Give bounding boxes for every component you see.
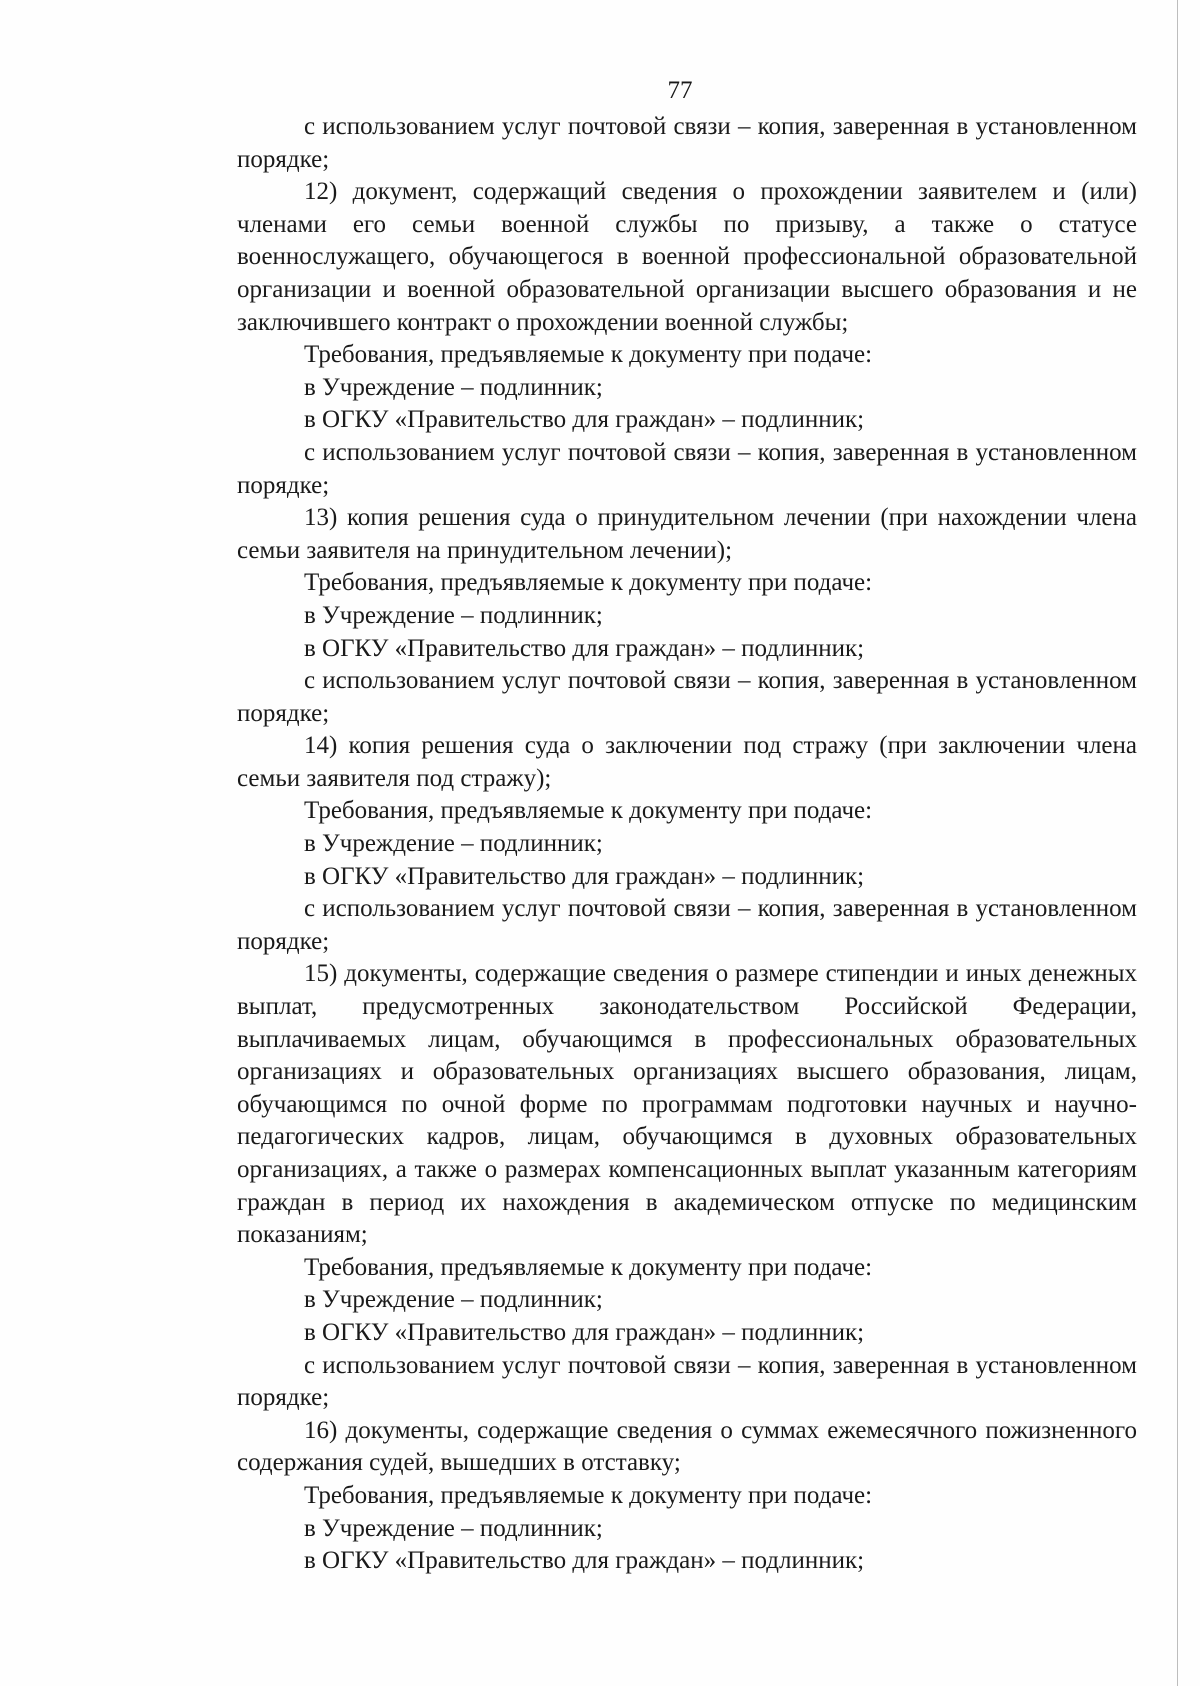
paragraph: 12) документ, содержащий сведения о прохождении заявителем и (или) членами его семьи военной службы по призыву, а также о статусе военнослужащего, обучающегося в военной профессиональной образовательной организации и военной образовательной организации высшего образования и не заключившего контракт о прохождении военной службы; [237, 178, 1137, 336]
paragraph: Требования, предъявляемые к документу при подаче: [304, 797, 873, 825]
paragraph: в ОГКУ «Правительство для граждан» – подлинник; [304, 1318, 865, 1346]
paragraph: Требования, предъявляемые к документу при подаче: [304, 569, 873, 597]
paragraph: Требования, предъявляемые к документу при подаче: [304, 1481, 873, 1509]
paragraph: 16) документы, содержащие сведения о суммах ежемесячного пожизненного содержания судей, вышедших в отставку; [237, 1416, 1137, 1477]
paragraph: 15) документы, содержащие сведения о размере стипендии и иных денежных выплат, предусмотренных законодательством Российской Федерации, выплачиваемых лицам, обучающимся в профессиональных образовательных организациях и образовательных организациях высшего образования, лицам, обучающимся по очной форме по программам подготовки научных и научно-педагогических кадров, лицам, обучающимся в духовных образовательных организациях, а также о размерах компенсационных выплат указанным категориям граждан в период их нахождения в академическом отпуске по медицинским показаниям; [237, 960, 1137, 1249]
paragraph: в Учреждение – подлинник; [304, 1286, 603, 1314]
document-body [237, 111, 1137, 1578]
paragraph: в Учреждение – подлинник; [304, 373, 603, 401]
paragraph: с использованием услуг почтовой связи – копия, заверенная в установленном порядке; [237, 1351, 1137, 1412]
paragraph: Требования, предъявляемые к документу при подаче: [304, 341, 873, 369]
page-number: 77 [667, 77, 693, 104]
paragraph: 14) копия решения суда о заключении под стражу (при заключении члена семьи заявителя под стражу); [237, 732, 1137, 792]
paragraph: с использованием услуг почтовой связи – копия, заверенная в установленном порядке; [237, 895, 1137, 955]
page-edge-line [1177, 0, 1178, 1686]
paragraph: в Учреждение – подлинник; [304, 601, 603, 629]
paragraph: с использованием услуг почтовой связи – копия, заверенная в установленном порядке; [237, 667, 1137, 727]
paragraph: 13) копия решения суда о принудительном лечении (при нахождении члена семьи заявителя на принудительном лечении); [237, 504, 1137, 564]
paragraph: в ОГКУ «Правительство для граждан» – подлинник; [304, 862, 865, 890]
paragraph: с использованием услуг почтовой связи – копия, заверенная в установленном порядке; [237, 113, 1137, 173]
paragraph: в Учреждение – подлинник; [304, 1514, 603, 1542]
paragraph: с использованием услуг почтовой связи – копия, заверенная в установленном порядке; [237, 438, 1137, 499]
paragraph: в Учреждение – подлинник; [304, 830, 603, 858]
paragraph: в ОГКУ «Правительство для граждан» – подлинник; [304, 1547, 865, 1575]
paragraph: в ОГКУ «Правительство для граждан» – подлинник; [304, 634, 865, 662]
paragraph: в ОГКУ «Правительство для граждан» – подлинник; [304, 406, 865, 434]
paragraph: Требования, предъявляемые к документу при подаче: [304, 1253, 873, 1281]
